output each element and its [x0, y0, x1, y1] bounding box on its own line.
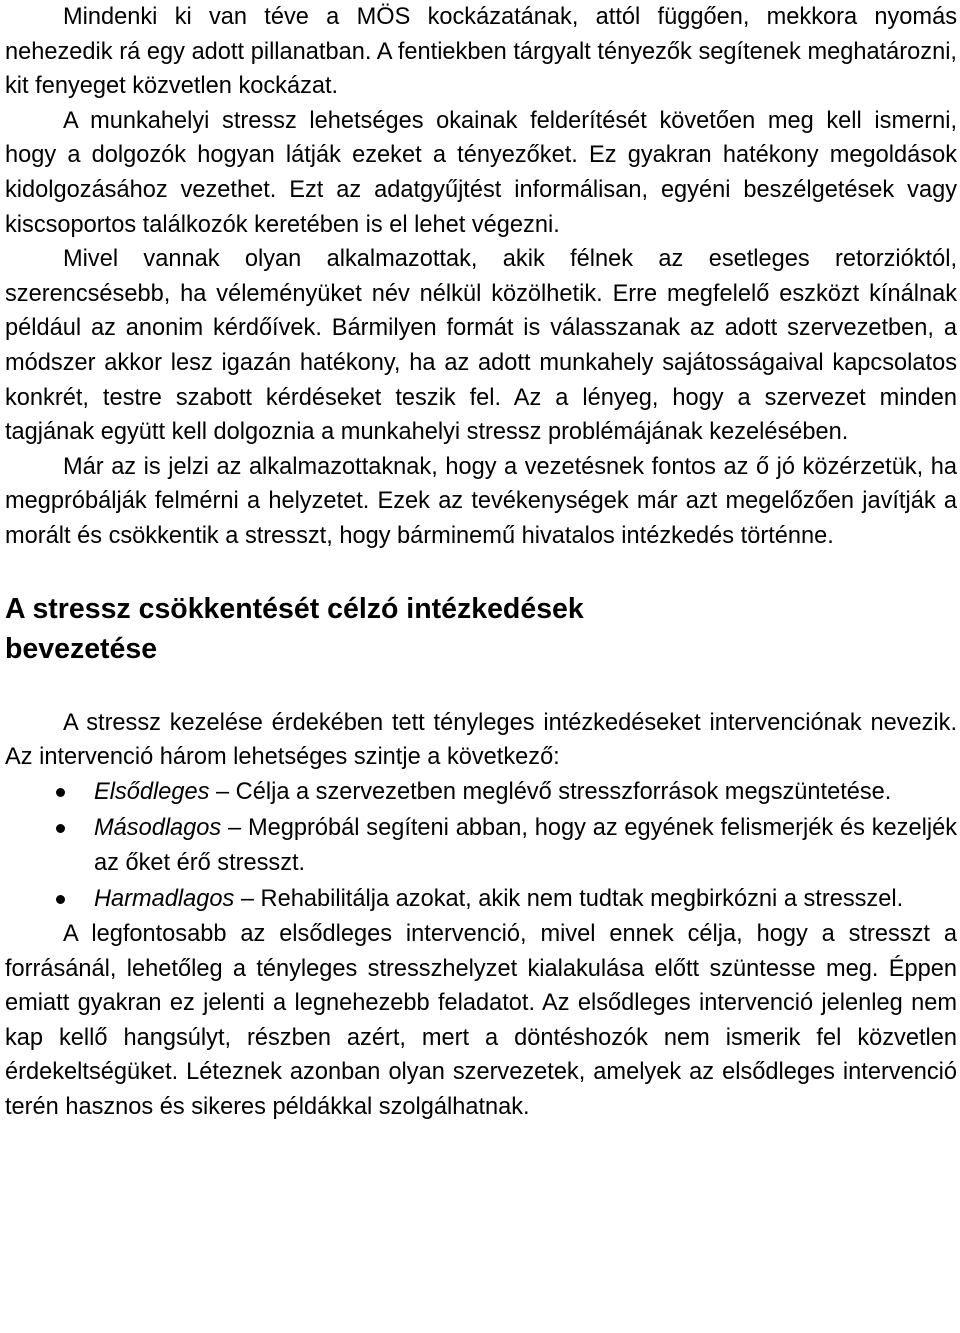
- paragraph-morale: Már az is jelzi az alkalmazottaknak, hogy a vezetésnek fontos az ő jó közérzetük, ha megpróbálják felmérni a helyzetet. Ezek az tevékenységek már azt megelőzően javítják a morált és csökkentik a stresszt, hogy bárminemű hivatalos intézkedés történne.: [5, 453, 957, 549]
- list-item-text: – Rehabilitálja azokat, akik nem tudtak megbirkózni a stresszel.: [234, 886, 904, 913]
- section-heading: A stressz csökkentését célzó intézkedések bevezetése: [5, 592, 584, 665]
- paragraph-survey: A munkahelyi stressz lehetséges okainak felderítését követően meg kell ismerni, hogy a dolgozók hogyan látják ezeket a tényezőket. Ez gyakran hatékony megoldások kidolgozásához vezethet. Ezt az adatgyűjtést informálisan, egyéni beszélgetések vagy kiscsoportos találkozók keretében is el lehet végezni.: [5, 107, 957, 238]
- list-item-text: – Megpróbál segíteni abban, hogy az egyének felismerjék és kezeljék az őket érő stresszt.: [94, 815, 957, 876]
- list-item: [5, 882, 957, 917]
- intervention-levels-list: [5, 775, 957, 917]
- paragraph-intervention-intro: A stressz kezelése érdekében tett tényleges intézkedéseket intervenciónak nevezik. Az intervenció három lehetséges szintje a következő:: [5, 709, 957, 771]
- list-item-term: Elsődleges: [94, 778, 210, 805]
- bullet-icon: [56, 824, 65, 833]
- list-item-text: – Célja a szervezetben meglévő stresszforrások megszüntetése.: [209, 778, 892, 805]
- paragraph-primary-intervention: A legfontosabb az elsődleges intervenció, mivel ennek célja, hogy a stresszt a forrásánál, lehetőleg a tényleges stresszhelyzet kialakulása előtt szüntesse meg. Éppen emiatt gyakran ez jelenti a legnehezebb feladatot. Az elsődleges intervenció jelenleg nem kap kellő hangsúlyt, részben azért, mert a döntéshozók nem ismerik fel közvetlen érdekeltségüket. Léteznek azonban olyan szervezetek, amelyek az elsődleges intervenció terén hasznos és sikeres példákkal szolgálhatnak.: [5, 921, 957, 1121]
- document-page: [5, 0, 957, 1125]
- list-item: [5, 775, 957, 810]
- paragraph-anonymity: Mivel vannak olyan alkalmazottak, akik félnek az esetleges retorzióktól, szerencsésebb, ha véleményüket név nélkül közölhetik. Erre megfelelő eszközt kínálnak például az anonim kérdőívek. Bármilyen formát is válasszanak az adott szervezetben, a módszer akkor lesz igazán hatékony, ha az adott munkahely sajátosságaival kapcsolatos konkrét, testre szabott kérdéseket teszik fel. Az a lényeg, hogy a szervezet minden tagjának együtt kell dolgoznia a munkahelyi stressz problémájának kezelésében.: [5, 246, 957, 446]
- paragraph-risk: Mindenki ki van téve a MÖS kockázatának, attól függően, mekkora nyomás nehezedik rá egy adott pillanatban. A fentiekben tárgyalt tényezők segítenek meghatározni, kit fenyeget közvetlen kockázat.: [5, 4, 957, 100]
- list-item: [5, 811, 957, 880]
- list-item-term: Harmadlagos: [94, 886, 235, 913]
- bullet-icon: [56, 895, 65, 904]
- list-item-term: Másodlagos: [94, 815, 222, 842]
- bullet-icon: [56, 788, 65, 797]
